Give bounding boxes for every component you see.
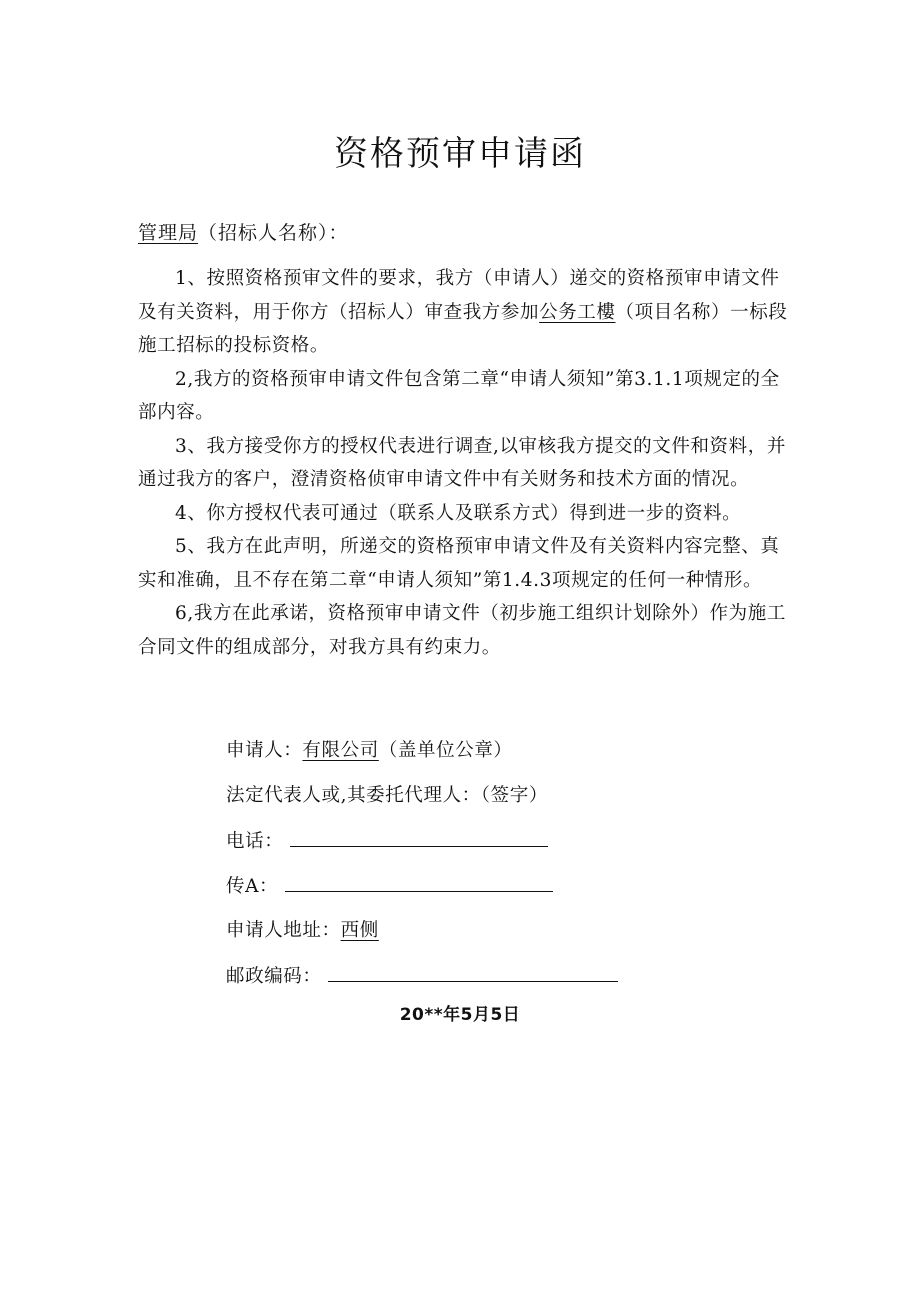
- postcode-label: 邮政编码：: [226, 966, 322, 987]
- paragraph-3: 3、我方接受你方的授权代表进行调查,以审核我方提交的文件和资料，并通过我方的客户，澄清资格侦审申请文件中有关财务和技术方面的情况。: [138, 435, 786, 490]
- document-date: 20**年5月5日: [399, 1005, 521, 1025]
- applicant-note: （盖单位公章）: [378, 740, 513, 761]
- fax-line: [226, 871, 618, 916]
- addressee-line: [138, 218, 349, 245]
- postcode-blank: [328, 961, 618, 982]
- applicant-line: [226, 736, 618, 781]
- paragraph-2: 2,我方的资格预审申请文件包含第二章“申请人须知”第3.1.1项规定的全部内容。: [138, 368, 780, 423]
- paragraph-1: [138, 262, 788, 363]
- applicant-label: 申请人：: [226, 740, 303, 761]
- letter-body: [138, 262, 788, 664]
- phone-label: 电话：: [226, 831, 284, 852]
- signature-block: [226, 736, 618, 1006]
- phone-blank: [290, 826, 548, 847]
- address-value: 西侧: [340, 920, 379, 941]
- legal-rep-line: 法定代表人或,其委托代理人：（签字）: [226, 785, 548, 806]
- paragraph-4: 4、你方授权代表可通过（联系人及联系方式）得到进一步的资料。: [175, 502, 742, 524]
- paragraph-6: 6,我方在此承诺，资格预审申请文件（初步施工组织计划除外）作为施工合同文件的组成部分，对我方具有约束力。: [138, 603, 786, 658]
- applicant-value: 有限公司: [302, 740, 379, 761]
- fax-label: 传A：: [226, 876, 279, 897]
- addressee-suffix: （招标人名称）：: [198, 222, 349, 244]
- paragraph-5: 5、我方在此声明，所递交的资格预审申请文件及有关资料内容完整、真实和准确，且不存在第二章“申请人须知”第1.4.3项规定的任何一种情形。: [138, 536, 780, 591]
- address-line: [226, 916, 618, 961]
- addressee-name: 管理局: [138, 222, 199, 244]
- phone-line: [226, 826, 618, 871]
- paragraph-1-after: （项目名称）一标段施工招标的投标资格。: [138, 301, 788, 356]
- page-title: 资格预审申请函: [334, 134, 586, 174]
- project-name: 公务工樓: [539, 301, 616, 323]
- fax-blank: [285, 871, 553, 892]
- address-label: 申请人地址：: [226, 920, 341, 941]
- paragraph-1-before: 1、按照资格预审文件的要求，我方（申请人）递交的资格预审申请文件及有关资料，用于你方（招标人）审查我方参加: [138, 268, 780, 323]
